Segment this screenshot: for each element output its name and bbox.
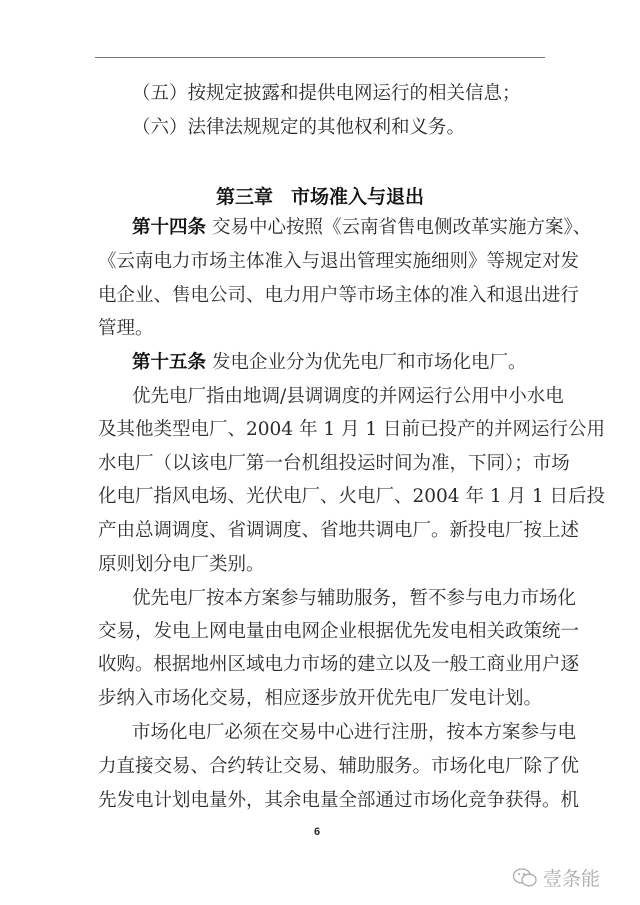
paragraph-line: 收购。根据地州区域电力市场的建立以及一般工商业用户逐 [98,654,580,675]
paragraph-line: 步纳入市场化交易，相应逐步放开优先电厂发电计划。 [98,688,543,709]
paragraph-line: 优先电厂指由地调/县调调度的并网运行公用中小水电 [132,386,564,407]
wechat-icon [512,867,538,889]
paragraph-line: 优先电厂按本方案参与辅助服务，暂不参与电力市场化 [132,588,577,609]
paragraph-line: 产由总调调度、省调调度、省地共调电厂。新投电厂按上述 [98,520,580,541]
watermark-text: 壹条能 [543,868,601,890]
paragraph-line: 水电厂（以该电厂第一台机组投运时间为准，下同）；市场 [98,453,570,474]
paragraph-line: 市场化电厂必须在交易中心进行注册，按本方案参与电 [132,722,577,743]
article-14-line: 《云南电力市场主体准入与退出管理实施细则》等规定对发 [98,251,580,272]
article-14-line: 第十四条 交易中心按照《云南省售电侧改革实施方案》、 [132,217,592,238]
article-14-line: 电企业、售电公司、电力用户等市场主体的准入和退出进行 [98,285,580,306]
page-number: 6 [314,826,321,838]
chapter-number: 第三章 [215,186,273,208]
paragraph-line: 及其他类型电厂、2004 年 1 月 1 日前已投产的并网运行公用 [98,419,606,440]
article-15-line: 第十五条 发电企业分为优先电厂和市场化电厂。 [132,352,527,373]
paragraph-line: 交易，发电上网电量由电网企业根据优先发电相关政策统一 [98,621,580,642]
paragraph-line: 原则划分电厂类别。 [98,554,265,575]
list-item: （五）按规定披露和提供电网运行的相关信息； [132,83,521,104]
chapter-heading [0,182,640,209]
watermark [512,864,600,891]
paragraph-line: 先发电计划电量外，其余电量全部通过市场化竞争获得。机 [98,790,580,811]
header-rule [95,57,545,58]
chapter-title: 市场准入与退出 [291,186,425,208]
paragraph-line: 力直接交易、合约转让交易、辅助服务。市场化电厂除了优 [98,756,580,777]
article-14-line: 管理。 [98,318,154,339]
list-item: （六）法律法规规定的其他权利和义务。 [132,117,466,138]
article-label: 第十五条 [132,352,207,373]
article-label: 第十四条 [132,217,207,238]
paragraph-line: 化电厂指风电场、光伏电厂、火电厂、2004 年 1 月 1 日后投 [98,486,606,507]
